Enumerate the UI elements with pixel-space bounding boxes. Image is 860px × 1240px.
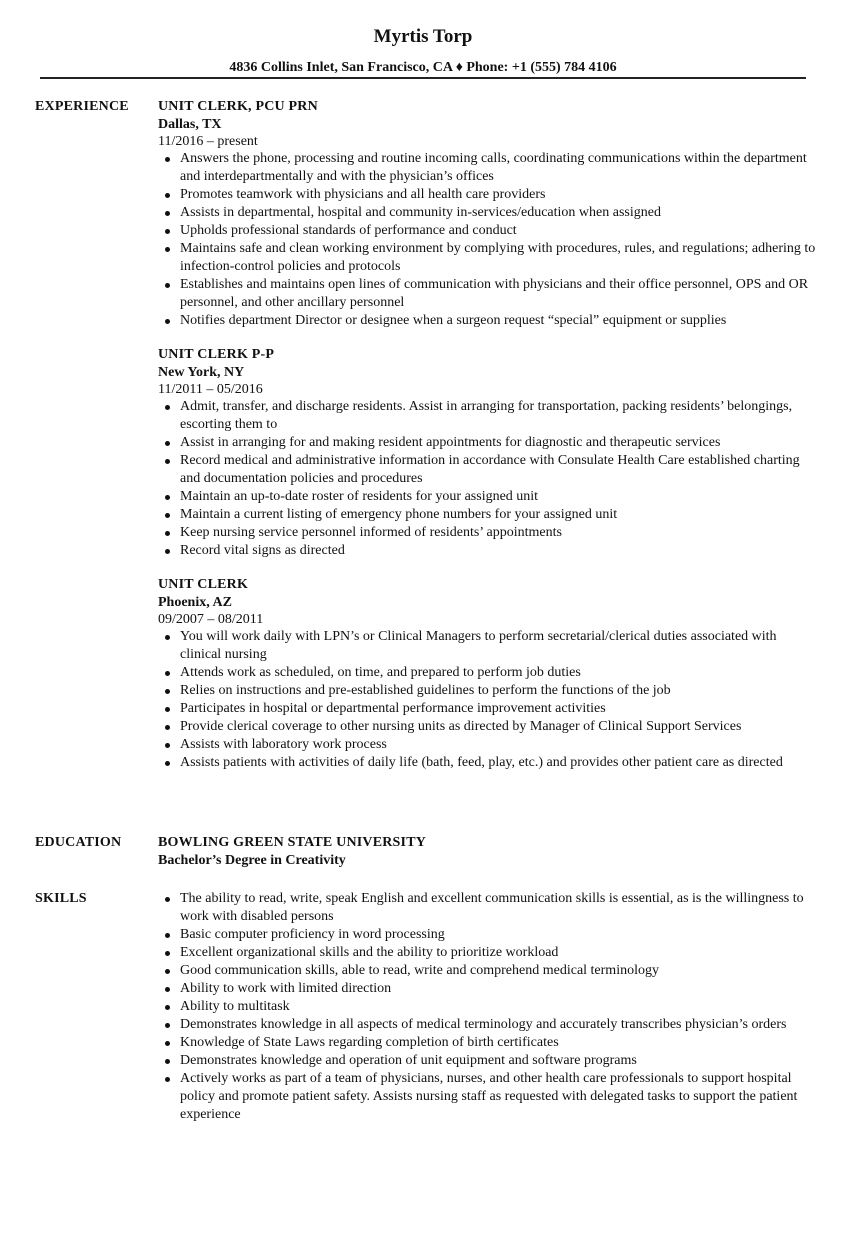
- candidate-name: Myrtis Torp: [373, 26, 473, 47]
- job-title: UNIT CLERK P-P: [158, 347, 275, 362]
- list-item: Relies on instructions and pre-established guidelines to perform the functions of the job: [180, 682, 818, 700]
- job-duties-list: [158, 150, 818, 330]
- list-item: Participates in hospital or departmental performance improvement activities: [180, 700, 818, 718]
- list-item: Maintain a current listing of emergency phone numbers for your assigned unit: [180, 506, 818, 524]
- list-item: Record vital signs as directed: [180, 542, 818, 560]
- list-item: Basic computer proficiency in word processing: [180, 926, 818, 944]
- list-item: Promotes teamwork with physicians and all health care providers: [180, 186, 818, 204]
- list-item: Assists patients with activities of daily life (bath, feed, play, etc.) and provides other patient care as directed: [180, 754, 818, 772]
- list-item: Record medical and administrative information in accordance with Consulate Health Care established charting and documentation policies and procedures: [180, 452, 818, 488]
- list-item: Admit, transfer, and discharge residents. Assist in arranging for transportation, packing residents’ belongings, escorting them to: [180, 398, 818, 434]
- job-title: UNIT CLERK, PCU PRN: [158, 99, 318, 114]
- job-location: New York, NY: [158, 365, 245, 380]
- job-entry: [158, 576, 818, 772]
- education-body: [158, 834, 818, 870]
- job-title: UNIT CLERK: [158, 577, 249, 592]
- list-item: Actively works as part of a team of physicians, nurses, and other health care professionals to support hospital policy and promote patient safety. Assists nursing staff as requested with delegated tasks to support the patient experience: [180, 1070, 818, 1124]
- list-item: Assist in arranging for and making resident appointments for diagnostic and therapeutic services: [180, 434, 818, 452]
- degree: Bachelor’s Degree in Creativity: [158, 853, 346, 868]
- list-item: Establishes and maintains open lines of communication with physicians and their office personnel, OPS and OR personnel, and other ancillary personnel: [180, 276, 818, 312]
- list-item: Answers the phone, processing and routine incoming calls, coordinating communications within the department and interdepartmentally and with the physician’s offices: [180, 150, 818, 186]
- list-item: Provide clerical coverage to other nursing units as directed by Manager of Clinical Support Services: [180, 718, 818, 736]
- list-item: Upholds professional standards of performance and conduct: [180, 222, 818, 240]
- list-item: Demonstrates knowledge and operation of unit equipment and software programs: [180, 1052, 818, 1070]
- job-dates: 11/2011 – 05/2016: [158, 382, 263, 397]
- section-label-skills: SKILLS: [35, 891, 87, 906]
- list-item: Maintains safe and clean working environment by complying with procedures, rules, and regulations; adhering to infection-control policies and protocols: [180, 240, 818, 276]
- list-item: Attends work as scheduled, on time, and prepared to perform job duties: [180, 664, 818, 682]
- skills-body: [158, 890, 818, 1124]
- job-duties-list: [158, 628, 818, 772]
- list-item: Demonstrates knowledge in all aspects of medical terminology and accurately transcribes physician’s orders: [180, 1016, 818, 1034]
- list-item: Notifies department Director or designee when a surgeon request “special” equipment or supplies: [180, 312, 818, 330]
- job-dates: 11/2016 – present: [158, 134, 258, 149]
- job-duties-list: [158, 398, 818, 560]
- section-label-experience: EXPERIENCE: [35, 99, 129, 114]
- list-item: Excellent organizational skills and the ability to prioritize workload: [180, 944, 818, 962]
- school-name: BOWLING GREEN STATE UNIVERSITY: [158, 835, 427, 850]
- list-item: You will work daily with LPN’s or Clinical Managers to perform secretarial/clerical duties associated with clinical nursing: [180, 628, 818, 664]
- list-item: Knowledge of State Laws regarding completion of birth certificates: [180, 1034, 818, 1052]
- skills-list: [158, 890, 818, 1124]
- list-item: Ability to work with limited direction: [180, 980, 818, 998]
- list-item: Maintain an up-to-date roster of residents for your assigned unit: [180, 488, 818, 506]
- list-item: Good communication skills, able to read, write and comprehend medical terminology: [180, 962, 818, 980]
- list-item: The ability to read, write, speak English and excellent communication skills is essential, as is the willingness to work with disabled persons: [180, 890, 818, 926]
- job-location: Phoenix, AZ: [158, 595, 232, 610]
- experience-body: [158, 98, 818, 772]
- job-entry: [158, 346, 818, 560]
- list-item: Keep nursing service personnel informed of residents’ appointments: [180, 524, 818, 542]
- job-entry: [158, 98, 818, 330]
- job-dates: 09/2007 – 08/2011: [158, 612, 264, 627]
- contact-line: 4836 Collins Inlet, San Francisco, CA ♦ Phone: +1 (555) 784 4106: [229, 60, 617, 75]
- list-item: Assists in departmental, hospital and community in-services/education when assigned: [180, 204, 818, 222]
- job-location: Dallas, TX: [158, 117, 222, 132]
- section-label-education: EDUCATION: [35, 835, 122, 850]
- list-item: Ability to multitask: [180, 998, 818, 1016]
- list-item: Assists with laboratory work process: [180, 736, 818, 754]
- header-divider: [40, 77, 806, 79]
